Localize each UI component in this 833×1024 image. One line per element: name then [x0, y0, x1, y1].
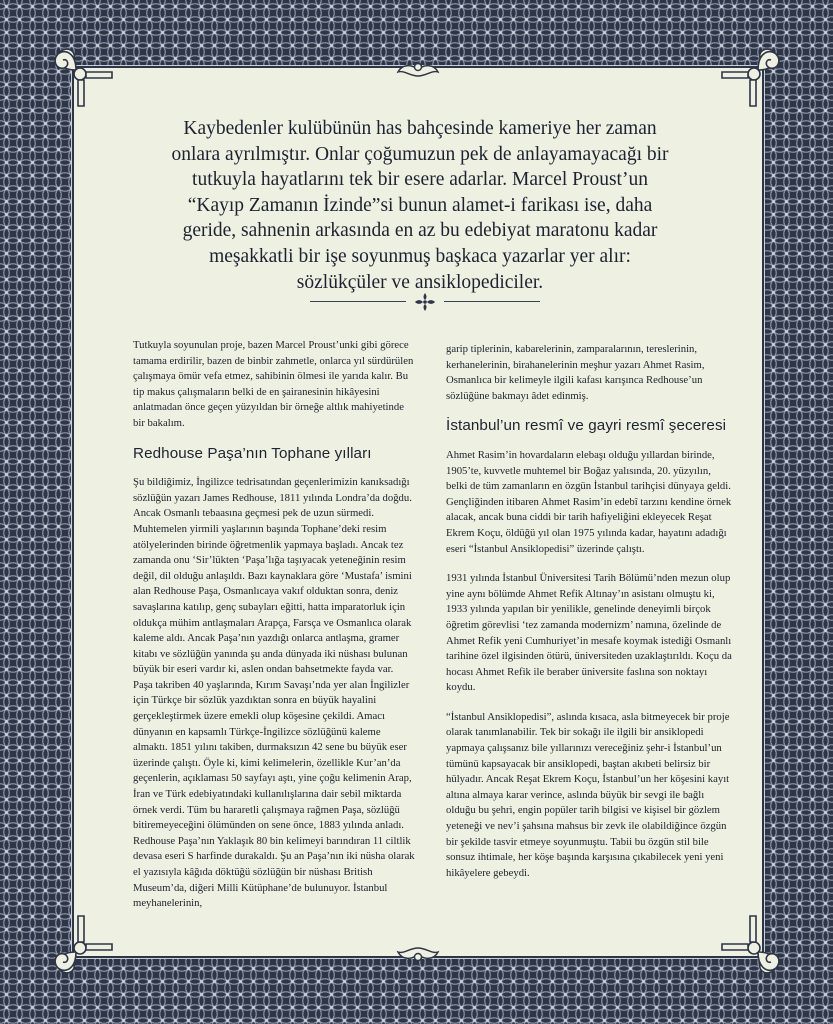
edge-ornament-icon [396, 946, 440, 964]
body-paragraph: garip tiplerinin, kabarelerinin, zamparalarının, tereslerinin, kerhanelerinin, birahanelerinin meşhur yazarı Ahmet Rasim, Osmanlıca bir kelimeyle ilgili kafası karışınca Redhouse’un sözlüğüne bakmayı âdet edinmiş. [446, 343, 705, 402]
left-column [133, 338, 415, 926]
right-column [446, 342, 734, 895]
intro-paragraph: Kaybedenler kulübünün has bahçesinde kameriye her zaman onlara ayrılmıştır. Onlar çoğumuzun pek de anlayamayacağı bir tutkuyla hayatlarını tek bir esere adarlar. Marcel Proust’un “Kayıp Zamanın İzinde”si bunun alamet-i farikası ise, daha geride, sahnenin arkasında en az bu edebiyat maratonu kadar meşakkatli bir işe soyunmuş başkaca yazarlar yer alır: sözlükçüler ve ansiklopediciler. [171, 118, 669, 293]
divider-line [310, 301, 406, 302]
section-divider [310, 292, 540, 312]
fleuron-icon [414, 292, 436, 312]
section-heading: Redhouse Paşa’nın Tophane yılları [133, 444, 372, 462]
edge-ornament-icon [396, 60, 440, 78]
body-paragraph: Tutkuyla soyunulan proje, bazen Marcel Proust’unki gibi görece tamama erdirilir, bazen de binbir zahmetle, onlarca yıl sürdürülen çalışmaya ömür vefa etmez, sahibinin ölmesi ile yarıda kalır. Bu tip makus çalışmaların belki de en şairanesinin hikâyesini anlatmadan önce geçen yüzyıldan bir örneğe altlık mahiyetinde bir bakalım. [133, 339, 414, 429]
section-heading: İstanbul’un resmî ve gayri resmî şeceresi [446, 417, 727, 435]
divider-line [444, 301, 540, 302]
body-paragraph: Ahmet Rasim’in hovardaların elebaşı olduğu yıllardan birinde, 1905’te, kuvvetle muhtemel bir Boğaz yalısında, 20. yüzyılın, belki de tüm zamanların en özgün İstanbul tarihçisi dünyaya geldi. Gençliğinden itibaren Ahmet Rasim’in edebî tarzını kendine örnek alacak, ancak buna ciddi bir tarih hafiyeliğini ekleyecek Reşat Ekrem Koçu, öldüğü yıl olan 1975 yılında kadar, hayatını adadığı eseri “İstanbul Ansiklopedisi” üzerinde çalıştı. [446, 448, 732, 555]
corner-ornament-icon [50, 914, 114, 978]
corner-ornament-icon [720, 914, 784, 978]
body-paragraph: 1931 yılında İstanbul Üniversitesi Tarih Bölümü’nden mezun olup yine aynı bölümde Ahmet Refik Altınay’ın asistanı olmuştu ki, 1933 yılında yapılan bir yenilikle, genelinde deneyimli birçok öğretim görevlisi ‘tez zamanda modernizm’ namına, özelinde de Ahmet Refik yeni Cumhuriyet’in mesafe koymak istediği Osmanlı tarihine özel ilgisinden ötürü, üniversiteden uzaklaştırıldı. Koçu da hocası Ahmet Refik ile beraber üniversite faslına son noktayı koydu. [446, 572, 732, 694]
body-paragraph: “İstanbul Ansiklopedisi”, aslında kısaca, asla bitmeyecek bir proje olarak tanımlanabilir. Tek bir sokağı ile ilgili bir ansiklopedi yapmaya çalışsanız bile yıllarınızı vereceğiniz şehr-i İstanbul’un tümünü kapsayacak bir ansiklopedi, baştan akıbeti belirsiz bir hülyadır. Ancak Reşat Ekrem Koçu, İstanbul’un her köşesini kayıt altına almaya karar verince, aslında büyük bir sevgi ile bağlı olduğu bu şehri, engin popüler tarih bilgisi ve kişisel bir gözlem yeteneği ve nev’i şahsına mahsus bir zevk ile olabildiğince özgün bir şekilde tasvir etmeye soyunmuştu. Tabii bu özgün stil bile sonsuz ihtimale, her köşe başında karşısına çıkabilecek yeni yeni hikâyelere gebeydi. [446, 710, 730, 879]
body-paragraph: Şu bildiğimiz, İngilizce tedrisatından geçenlerimizin kanıksadığı sözlüğün yazarı James Redhouse, 1811 yılında Londra’da doğdu. Ancak Osmanlı tebaasına geçmesi pek de uzun sürmedi. Muhtemelen yirmili yaşlarının başında Tophane’deki resim atölyelerinden birinde öğretmenlik yapmaya başladı. Ancak tez zamanda onu ‘Sir’lükten ‘Paşa’lığa taşıyacak yeteneğinin resim değil, dil olduğu anlaşıldı. Bazı kaynaklara göre ‘Mustafa’ ismini alan Redhouse Paşa, Osmanlıcaya vakıf olduktan sonra, deniz savaşlarına katılıp, genç subayları eğitti, hatta imparatorluk için oldukça mühim antlaşmaları Arapça, Farsça ve Osmanlıca olarak kaleme aldı. Ancak Paşa’nın yazdığı onlarca antlaşma, gramer kitabı ve sözlüğün yanında şu anda dünyada iki nüshası bulunan büyük bir eseri vardır ki, aslen ondan bahsetmekte fayda var. Paşa takriben 40 yaşlarında, Kırım Savaşı’nda yer alan İngilizler için Türkçe bir sözlük yazdıktan sonra en büyük hayalini gerçekleştirmek üzere emekli olup köşesine çekildi. Amacı dünyanın en kapsamlı Türkçe-İngilizce sözlüğünü kaleme almaktı. 1851 yılını takiben, durmaksızın 42 sene bu büyük eser üzerinde çalıştı. Öyle ki, kimi kelimelerin, özellikle Kur’an’da geçenlerin, açıklaması 50 sayfayı aştı, yine çoğu kelimenin Arap, İran ve Türk edebiyatındaki kullanılışlarına dair sebil miktarda örnek verdi. Tüm bu hararetli çalışmaya rağmen Paşa, sözlüğü bitiremeyeceğini ölümünden on sene önce, 1883 yılında anladı. Redhouse Paşa’nın Yaklaşık 80 bin kelimeyi barındıran 11 ciltlik devasa eseri S harfinde durakaldı. Şu an Paşa’nın iki nüsha olarak el yazısıyla kâğıda döktüğü sözlüğün bir nüshası British Museum’da, diğeri Milli Kütüphane’de bulunuyor. İstanbul meyhanelerinin, [133, 476, 415, 910]
corner-ornament-icon [50, 44, 114, 108]
corner-ornament-icon [720, 44, 784, 108]
